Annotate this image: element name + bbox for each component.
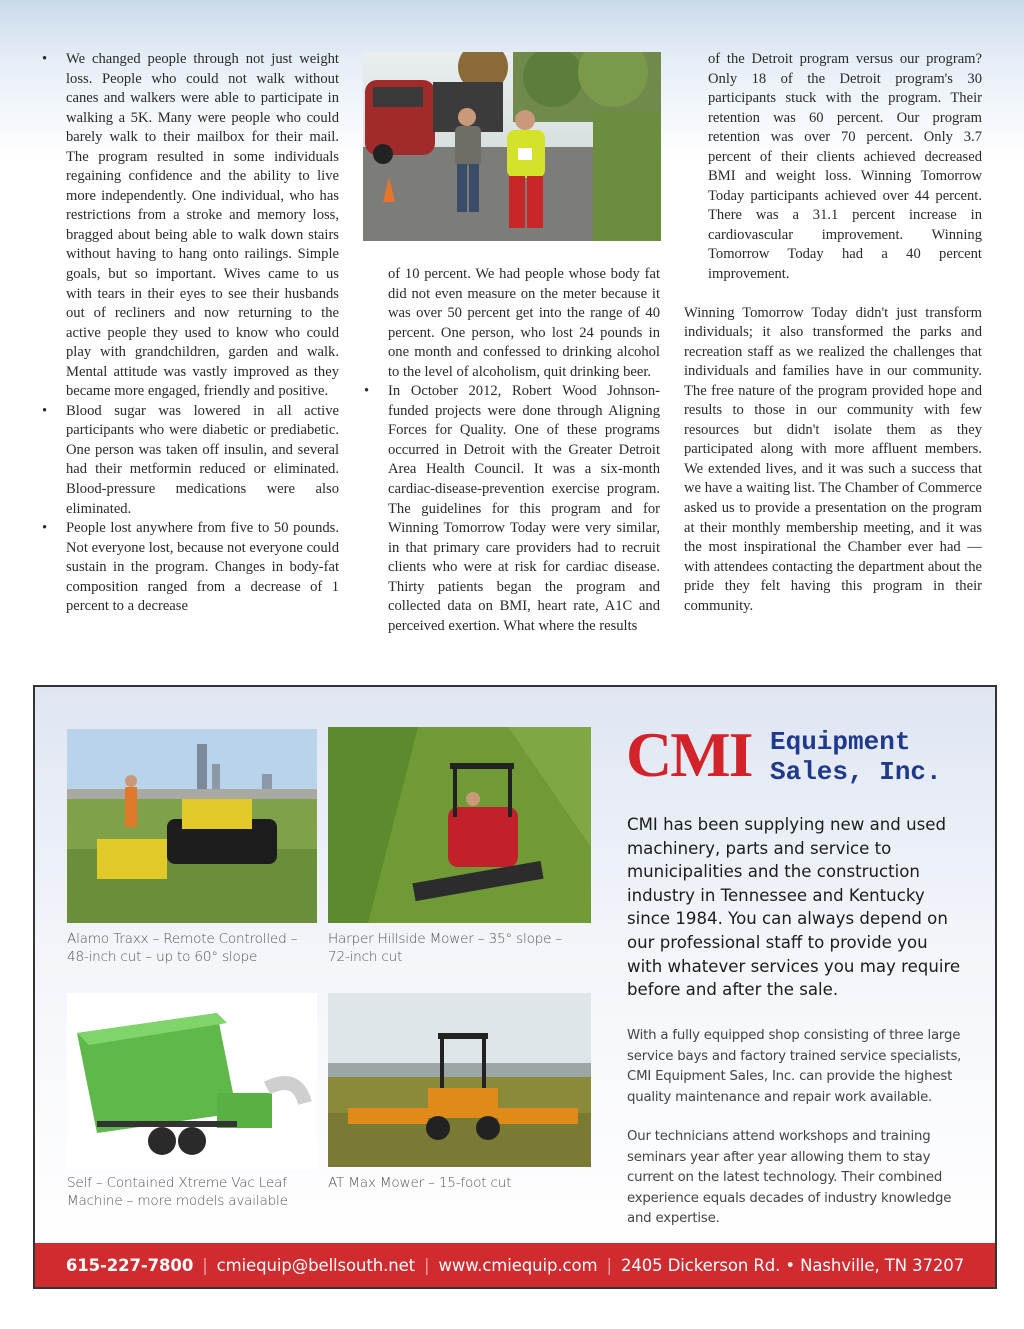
alamo-caption	[67, 930, 297, 966]
divider: |	[202, 1255, 208, 1275]
bullet-item	[362, 382, 660, 636]
at-max-mower-photo	[328, 993, 591, 1167]
article-column-2	[362, 265, 660, 636]
bullet-item	[40, 519, 339, 617]
paragraph: Winning Tomorrow Today didn't just transform individuals; it also transformed the parks and recreation staff as we realized the challenges that individuals and families have in our community. The free nature of the program provided hope and results to those in our community with few resources but didn't isolate them as they participated along with more affluent members. We extended lives, and it was such a success that we have a waiting list. The Chamber of Commerce asked us to provide a presentation on the program at their monthly membership meeting, and it was the most inspirational the Chamber ever had — with attendees contacting the department about the pride they felt having this program in their community.	[684, 304, 982, 614]
bullet-item	[40, 402, 339, 519]
at-max-mower-image	[328, 993, 591, 1167]
caption-line: Harper Hillside Mower – 35° slope –	[328, 931, 563, 947]
paragraph: of the Detroit program versus our program? Only 18 of the Detroit program's 30 participants stuck with the program. Their retention was 60 percent. Our program retention was over 70 percent. Only 3.7 percent of their clients achieved decreased BMI and weight loss. Winning Tomorrow Today participants achieved over 44 percent. There was a 31.1 percent increase in cardiovascular improvement. Winning Tomorrow Today had a 40 percent improvement.	[708, 51, 982, 283]
article-column-3	[684, 50, 982, 616]
harper-mower-photo	[328, 727, 591, 923]
cmi-logo-subtitle	[770, 727, 942, 787]
caption-line: 48-inch cut – up to 60° slope	[67, 949, 258, 965]
article-column-1	[40, 50, 339, 617]
ad-paragraph-shop: With a fully equipped shop consisting of three large service bays and factory trained service specialists, CMI Equipment Sales, Inc. can provide the highest quality maintenance and repair work available.	[627, 1028, 962, 1105]
xtreme-vac-photo	[67, 993, 317, 1169]
bullet-list	[362, 382, 660, 636]
bullet-list	[40, 50, 339, 617]
logo-line: Sales, Inc.	[770, 757, 942, 787]
ad-paragraph-technicians: Our technicians attend workshops and training seminars year after year allowing them to stay current on the latest technology. Their combined experience equals decades of industry knowledge and expertise.	[627, 1129, 952, 1226]
cmi-logo: CMI	[626, 719, 752, 790]
website-link[interactable]: www.cmiequip.com	[438, 1255, 598, 1275]
bullet-text: In October 2012, Robert Wood Johnson-funded projects were done through Aligning Forces for Quality. One of these programs occurred in Detroit with the Greater Detroit Area Health Council. It was a six-month cardiac-disease-prevention exercise program. The guidelines for this program and for Winning Tomorrow Today were very similar, in that primary care providers had to recruit clients who were at risk for cardiac disease. Thirty patients began the program and collected data on BMI, heart rate, A1C and perceived exertion. What where the results	[388, 383, 660, 634]
caption-line: 72-inch cut	[328, 949, 403, 965]
harper-mower-image	[328, 727, 591, 923]
vac-caption	[67, 1174, 288, 1210]
cmi-advertisement	[33, 685, 997, 1289]
harper-caption	[328, 930, 562, 966]
xtreme-vac-image	[67, 993, 317, 1169]
email-link[interactable]: cmiequip@bellsouth.net	[216, 1255, 416, 1275]
bullet-text: We changed people through not just weight loss. People who could not walk without canes and walkers were able to participate in walking a 5K. Many were people who could barely walk to their mailbox for their mail. The program resulted in some individuals regaining confidence and the ability to live more independently. One individual, who has restrictions from a stroke and memory loss, bragged about being able to walk down stairs without having to hang onto railings. Simple goals, but so important. Wives came to us with tears in their eyes to see their husbands out of recliners and now returning to the active people they used to know who could play with grandchildren, garden and walk. Mental attitude was vastly improved as they became more engaged, friendly and positive.	[66, 51, 339, 400]
caption-line: Machine – more models available	[67, 1193, 288, 1209]
caption-line: AT Max Mower – 15-foot cut	[328, 1175, 512, 1191]
bullet-text: People lost anywhere from five to 50 pounds. Not everyone lost, because not everyone could sustain in the program. Changes in body-fat composition ranged from a decrease of 1 percent to a decrease	[66, 520, 339, 615]
walkers-photo	[363, 52, 661, 241]
bullet-item	[40, 50, 339, 402]
alamo-traxx-image	[67, 729, 317, 923]
contact-footer	[35, 1243, 995, 1287]
caption-line: Self – Contained Xtreme Vac Leaf	[67, 1175, 287, 1191]
walkers-photo-image	[363, 52, 661, 241]
alamo-traxx-photo	[67, 729, 317, 923]
divider: |	[424, 1255, 430, 1275]
atmax-caption	[328, 1174, 511, 1192]
bullet-text: Blood sugar was lowered in all active participants who were diabetic or prediabetic. One person was taken off insulin, and several had their metformin reduced or eliminated. Blood-pressure medications were also eliminated.	[66, 402, 339, 517]
divider: |	[606, 1255, 612, 1275]
ad-lead-text: CMI has been supplying new and used machinery, parts and service to municipalities and the construction industry in Tennessee and Kentucky since 1984. You can always depend on our professional staff to provide you with whatever services you may require before and after the sale.	[627, 815, 961, 1000]
caption-line: Alamo Traxx – Remote Controlled –	[67, 931, 298, 947]
logo-line: Equipment	[770, 727, 911, 757]
phone-number: 615-227-7800	[65, 1255, 194, 1275]
paragraph: of 10 percent. We had people whose body fat did not even measure on the meter because it was over 50 percent get into the range of 40 percent. One person, who lost 24 pounds in one month and confessed to drinking alcohol to the level of alcoholism, quit drinking beer.	[388, 266, 660, 380]
address: 2405 Dickerson Rd. • Nashville, TN 37207	[620, 1255, 965, 1275]
